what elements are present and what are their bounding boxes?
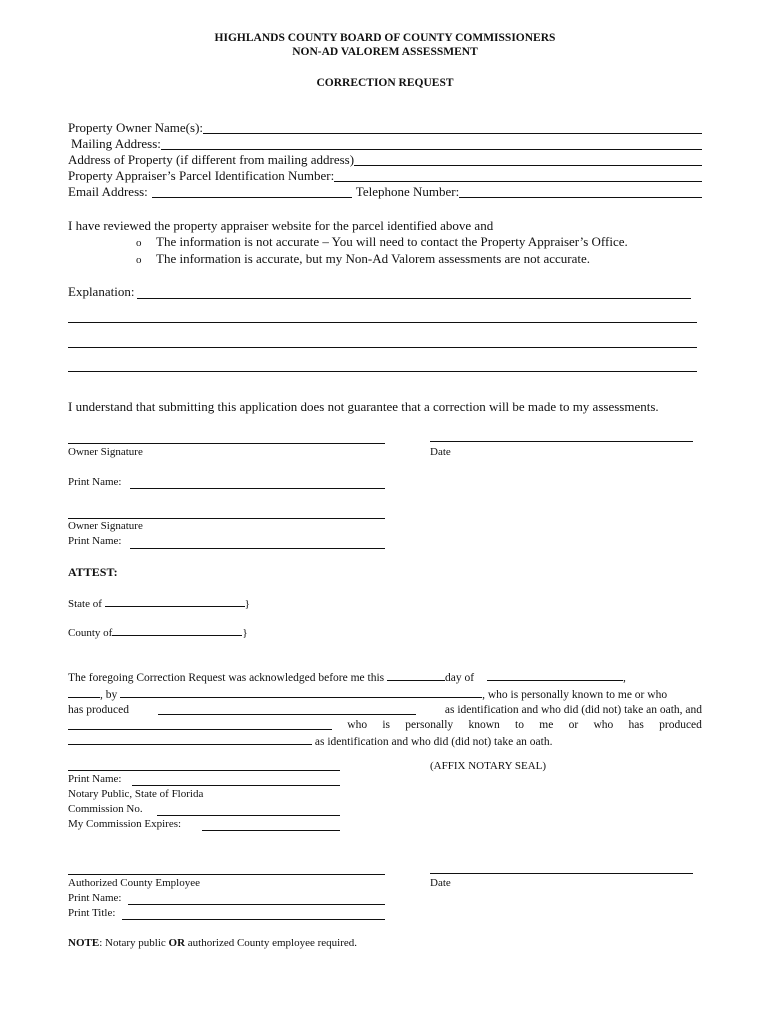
- property-address-field[interactable]: [354, 153, 702, 166]
- notary-word: who: [593, 719, 614, 731]
- notary-line-1: [68, 669, 702, 686]
- email-field[interactable]: [152, 185, 352, 198]
- note-label: NOTE: [68, 937, 100, 949]
- option-2-bullet[interactable]: o: [136, 254, 142, 266]
- header-line-1: HIGHLANDS COUNTY BOARD OF COUNTY COMMISSIONERS: [214, 32, 556, 44]
- notary-text-2a: , by: [100, 689, 118, 701]
- print-name-2-label: Print Name:: [68, 535, 122, 547]
- notary-line-2: [68, 686, 702, 703]
- option-1-bullet[interactable]: o: [136, 237, 142, 249]
- signer-name-field[interactable]: [120, 686, 482, 698]
- state-of-row[interactable]: [68, 595, 250, 610]
- notary-text-1a: The foregoing Correction Request was acknowledged before me this: [68, 672, 385, 684]
- owner-signature-label: Owner Signature: [68, 446, 143, 458]
- property-address-row[interactable]: [68, 152, 702, 168]
- county-print-title-label: Print Title:: [68, 907, 116, 919]
- option-1-text: The information is not accurate – You will need to contact the Property Appraiser’s Office.: [156, 234, 628, 249]
- notary-text-3a: has produced: [68, 704, 129, 716]
- county-employee-date-label: Date: [430, 877, 451, 889]
- explanation-line-4[interactable]: [68, 371, 697, 372]
- header-line-2: NON-AD VALOREM ASSESSMENT: [292, 46, 478, 58]
- parcel-id-label: Property Appraiser’s Parcel Identification Number:: [68, 168, 335, 183]
- year-field[interactable]: [68, 686, 100, 698]
- month-field[interactable]: [487, 669, 623, 681]
- owner-signature-2-line[interactable]: [68, 518, 385, 519]
- owner-names-label: Property Owner Name(s):: [68, 120, 204, 135]
- notary-word: produced: [659, 719, 702, 731]
- notary-text-3b: as identification and who did (did not) take an oath, and: [444, 704, 702, 716]
- property-address-label: Address of Property (if different from mailing address): [68, 152, 355, 167]
- print-name-line[interactable]: [130, 488, 385, 489]
- second-identification-field[interactable]: [68, 733, 312, 745]
- explanation-line-3[interactable]: [68, 347, 697, 348]
- review-option-1[interactable]: [136, 234, 628, 250]
- mailing-address-field[interactable]: [161, 137, 702, 150]
- notary-text-1c: ,: [622, 672, 626, 684]
- county-employee-signature-line[interactable]: [68, 874, 385, 875]
- county-print-name-line[interactable]: [128, 904, 385, 905]
- state-brace: }: [244, 598, 250, 610]
- notary-word: who: [347, 719, 368, 731]
- note-text-1: : Notary public: [99, 937, 169, 949]
- notary-print-name-label: Print Name:: [68, 773, 122, 785]
- state-of-field[interactable]: [105, 595, 245, 607]
- day-field[interactable]: [387, 669, 445, 681]
- email-label: Email Address:: [68, 184, 148, 199]
- understand-statement: I understand that submitting this application does not guarantee that a correction will be made to my assessments.: [68, 399, 659, 414]
- notary-print-name-line[interactable]: [132, 785, 340, 786]
- commission-no-label: Commission No.: [68, 803, 143, 815]
- notary-word: personally: [405, 719, 454, 731]
- note-or: OR: [168, 937, 186, 949]
- commission-no-line[interactable]: [157, 815, 340, 816]
- owner-signature-2-label: Owner Signature: [68, 520, 143, 532]
- option-2-text: The information is accurate, but my Non-Ad Valorem assessments are not accurate.: [156, 251, 591, 266]
- notary-line-3: [68, 703, 702, 718]
- mailing-address-label: Mailing Address:: [71, 136, 161, 151]
- notary-word: to: [515, 719, 524, 731]
- second-signer-field[interactable]: [68, 718, 332, 730]
- notary-word: is: [382, 719, 391, 731]
- explanation-line-2[interactable]: [68, 322, 697, 323]
- print-name-2-line[interactable]: [130, 548, 385, 549]
- print-name-label: Print Name:: [68, 476, 122, 488]
- county-employee-label: Authorized County Employee: [68, 877, 200, 889]
- explanation-label: Explanation:: [68, 284, 135, 299]
- explanation-line-1[interactable]: [137, 298, 691, 299]
- parcel-id-row[interactable]: [68, 168, 702, 184]
- affix-notary-seal: (AFFIX NOTARY SEAL): [430, 760, 547, 772]
- telephone-label: Telephone Number:: [355, 184, 460, 199]
- state-of-label: State of: [68, 598, 102, 610]
- owner-names-field[interactable]: [203, 121, 702, 134]
- identification-field[interactable]: [158, 703, 416, 715]
- county-brace: }: [242, 627, 248, 639]
- note: [68, 937, 357, 949]
- county-print-name-label: Print Name:: [68, 892, 122, 904]
- owner-date-label: Date: [430, 446, 451, 458]
- notary-paragraph: [68, 669, 702, 750]
- notary-text-5: as identification and who did (did not) take an oath.: [314, 736, 553, 748]
- commission-expires-label: My Commission Expires:: [68, 818, 182, 830]
- owner-signature-line[interactable]: [68, 443, 385, 444]
- notary-word: or: [568, 719, 579, 731]
- review-option-2[interactable]: [136, 251, 590, 267]
- notary-word: known: [468, 719, 500, 731]
- commission-expires-line[interactable]: [202, 830, 340, 831]
- county-of-field[interactable]: [112, 624, 242, 636]
- notary-signature-line[interactable]: [68, 770, 340, 771]
- notary-line-5: [68, 733, 702, 750]
- county-of-label: County of: [68, 627, 113, 639]
- notary-word: has: [628, 719, 644, 731]
- form-title: CORRECTION REQUEST: [316, 77, 454, 89]
- notary-text-1b: day of: [445, 672, 475, 684]
- notary-text-2b: , who is personally known to me or who: [482, 689, 668, 701]
- parcel-id-field[interactable]: [334, 169, 702, 182]
- county-print-title-line[interactable]: [122, 919, 385, 920]
- email-phone-row[interactable]: [68, 184, 702, 200]
- notary-public-label: Notary Public, State of Florida: [68, 788, 204, 800]
- review-intro: I have reviewed the property appraiser website for the parcel identified above and: [68, 218, 494, 233]
- note-text-2: authorized County employee required.: [185, 937, 358, 949]
- notary-line-4: [68, 718, 702, 733]
- attest-label: ATTEST:: [68, 565, 118, 579]
- mailing-address-row[interactable]: [68, 136, 702, 152]
- county-employee-date-line[interactable]: [430, 873, 693, 874]
- owner-date-line[interactable]: [430, 441, 693, 442]
- notary-word: me: [539, 719, 554, 731]
- owner-names-row[interactable]: [68, 120, 702, 136]
- telephone-field[interactable]: [459, 185, 702, 198]
- county-of-row[interactable]: [68, 624, 248, 639]
